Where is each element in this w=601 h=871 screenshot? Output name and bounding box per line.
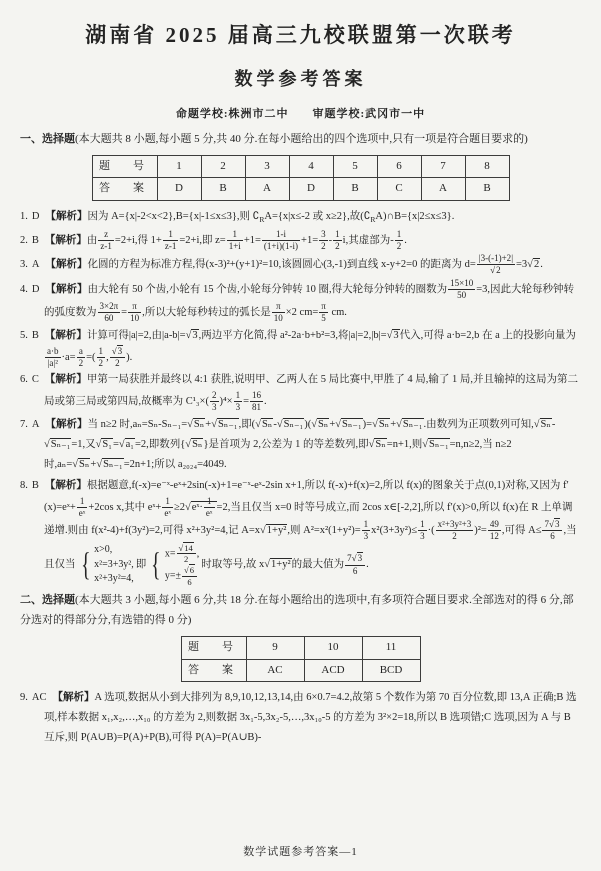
- analysis-label: 【解析】: [44, 479, 87, 491]
- solution-item-4: [20, 278, 581, 325]
- table2-answer-cell: BCD: [362, 659, 420, 682]
- item-number: 5.: [20, 329, 28, 341]
- item-number: 9.: [20, 692, 28, 704]
- analysis-label: 【解析】: [44, 374, 87, 386]
- table2-answer-label: 答 案: [181, 659, 246, 682]
- table-row: [181, 637, 420, 660]
- item-number: 3.: [20, 259, 28, 271]
- analysis-label: 【解析】: [45, 211, 88, 223]
- analysis-label: 【解析】: [44, 234, 87, 246]
- solution-text: 化圆的方程为标准方程,得(x-3)²+(y+1)²=10,该圆圆心(3,-1)到直线 x-y+2=0 的距离为 d= $\frac{|3-(-1)+2|}{√2}$ =3√2.: [87, 253, 543, 276]
- solution-item-6: [20, 370, 581, 414]
- item-answer: A: [31, 259, 40, 271]
- table2-num-cell: 10: [304, 637, 362, 660]
- item-answer: C: [31, 374, 39, 386]
- analysis-label: 【解析】: [52, 692, 95, 704]
- item-answer: AC: [31, 692, 47, 704]
- table1-answer-cell: D: [157, 178, 201, 201]
- solution-item-5: [20, 326, 581, 370]
- answer-table-1: [92, 155, 510, 201]
- analysis-label: 【解析】: [45, 259, 88, 271]
- table1-answer-cell: B: [465, 178, 509, 201]
- item-answer: B: [31, 479, 39, 491]
- item-number: 4.: [20, 283, 28, 295]
- solution-item-7: [20, 415, 581, 475]
- table2-num-cell: 11: [362, 637, 420, 660]
- table1-num-cell: 2: [201, 155, 245, 178]
- item-answer: D: [31, 283, 40, 295]
- solution-item-8: [20, 476, 581, 588]
- item-number: 2.: [20, 234, 28, 246]
- solution-text: 由大轮有 50 个齿,小轮有 15 个齿,小轮每分钟转 10 圈,得大轮每分钟转的圈数为 $\frac{15\times 10}{50}$ =3,因此大轮每秒钟转的弧度数为 $\frac{3\times 2\pi}{60}$ = $\frac{\pi}{10}$ ,所以大轮每秒转过的弧长是 $\frac{\pi}{10}$ ×2 cm= $\frac{\pi}{5}$ cm.: [44, 277, 575, 324]
- table1-num-cell: 4: [289, 155, 333, 178]
- section2-label: 二、选择题: [20, 593, 75, 606]
- table2-answer-cell: ACD: [304, 659, 362, 682]
- table1-num-cell: 8: [465, 155, 509, 178]
- page-subtitle: 数学参考答案: [234, 68, 367, 89]
- table-row: [92, 178, 509, 201]
- item-number: 7.: [20, 418, 28, 430]
- table1-answer-label: 答 案: [92, 178, 157, 201]
- item-number: 1.: [20, 211, 28, 223]
- table-row: [92, 155, 509, 178]
- solution-text: 当 n≥2 时,aₙ=Sₙ-Sₙ₋₁=√Sₙ+√Sₙ₋₁,即(√Sₙ-√Sₙ₋₁)(√Sₙ+√Sₙ₋₁)=√Sₙ+√Sₙ₋₁.由数列为正项数列可知,√Sₙ-√Sₙ₋₁=1,又√S₁=√a₁=2,即数列{√Sₙ}是首项为 2,公差为 1 的等差数列,即√Sₙ=n+1,则√Sₙ₋₁=n,n≥2,当 n≥2 时,aₙ=√Sₙ+√Sₙ₋₁=2n+1;所以 a₂₀₂₄=4049.: [44, 418, 556, 470]
- footer-page-label: 数学试题参考答案—1: [243, 846, 358, 859]
- table2-header-label: 题 号: [181, 637, 246, 660]
- table-row: [181, 659, 420, 682]
- section1-label: 一、选择题: [20, 132, 75, 145]
- item-number: 6.: [20, 374, 28, 386]
- section2-heading: [20, 590, 581, 632]
- analysis-label: 【解析】: [45, 418, 88, 430]
- table2-answer-cell: AC: [246, 659, 304, 682]
- solution-item-1: [20, 207, 581, 227]
- table1-answer-cell: B: [201, 178, 245, 201]
- item-number: 8.: [20, 479, 28, 491]
- table1-num-cell: 6: [377, 155, 421, 178]
- table1-num-cell: 3: [245, 155, 289, 178]
- solution-text: 甲第一局获胜并最终以 4:1 获胜,说明甲、乙两人在 5 局比赛中,甲胜了 4 局,输了 1 局,并且输掉的这局为第二局或第三局或第四局,故概率为 C¹₃×( $\frac{2}{3}$ )⁴× $\frac{1}{3}$ = $\frac{16}{81}$ .: [44, 374, 579, 413]
- table2-num-cell: 9: [246, 637, 304, 660]
- item-answer: A: [31, 418, 40, 430]
- section1-heading: [20, 129, 581, 150]
- table1-answer-cell: C: [377, 178, 421, 201]
- section2-desc: (本大题共 3 小题,每小题 6 分,共 18 分.在每小题给出的选项中,有多项符合题目要求.全部选对的得 6 分,部分选对的得部分分,有选错的得 0 分): [20, 593, 574, 627]
- solution-text: 计算可得|a|=2,由|a-b|=√3,两边平方化简,得 a²-2a·b+b²=3,将|a|=2,|b|=√3代入,可得 a·b=2,b 在 a 上的投影向量为 $\frac{a\cdot b}{\text{|a|²}}$ ·a= $\frac{a}{2}$ =( $\frac{1}{2}$ , $\frac{√3}{2}$ ).: [47, 329, 576, 368]
- table1-answer-cell: A: [421, 178, 465, 201]
- analysis-label: 【解析】: [44, 329, 87, 341]
- item-answer: B: [31, 329, 39, 341]
- section1-desc: (本大题共 8 小题,每小题 5 分,共 40 分.在每小题给出的四个选项中,只有一项是符合题目要求的): [75, 132, 528, 145]
- solution-item-3: [20, 253, 581, 277]
- item-answer: B: [31, 234, 39, 246]
- solution-text: 因为 A={x|-2<x<2},B={x|-1≤x≤3},则 $∁_RA=\{x|x\le-2$ 或 x≥2},故$(∁_RA)\cap B=\{x|2\le x\le 3\}$.: [87, 211, 455, 225]
- solution-item-2: [20, 229, 581, 253]
- analysis-label: 【解析】: [45, 283, 88, 295]
- table1-answer-cell: B: [333, 178, 377, 201]
- table1-header-label: 题 号: [92, 155, 157, 178]
- page-title: 湖南省 2025 届高三九校联盟第一次联考: [85, 23, 516, 47]
- table1-num-cell: 5: [333, 155, 377, 178]
- table1-answer-cell: D: [289, 178, 333, 201]
- table1-num-cell: 7: [421, 155, 465, 178]
- solution-text: A 选项,数据从小到大排列为 8,9,10,12,13,14,由 6×0.7=4.2,故第 5 个数作为第 70 百分位数,即 13,A 正确;B 选项,样本数据 x₁,x₂,…,x₁₀ 的方差为 2,则数据 3x₁-5,3x₂-5,…,3x₁₀-5 的方差为 3²×2=18,所以 B 选项错;C 选项,因为 A 与 B 互斥,则 P(A∪B)=P(A)+P(B),可得 P(A)=P(A∪B)-: [44, 692, 577, 744]
- item-answer: D: [31, 211, 40, 223]
- solution-text: 根据题意,f(-x)=e⁻ˣ-eˣ+2sin(-x)+1=e⁻ˣ-eˣ-2sin x+1,所以 f(-x)+f(x)=2,所以 f(x)的图象关于点(0,1)对称,又因为 f′(x)=eˣ+ $\frac{1}{\text{eˣ}}$ +2cos x,其中 eˣ+ $\frac{1}{\text{eˣ}}$ ≥2√eˣ· $\frac{1}{\text{eˣ}}$ =2,当且仅当 x=0 时等号成立,而 2cos x∈[-2,2],所以 f′(x)>0,所以 f(x)在 R 上单调递增.则由 f(x²-4)+f(3y²)=2,可得 x²+3y²=4,记 A=x√1+y²,则 A²=x²(1+y²)= $\frac{1}{3}$ x²(3+3y²)≤ $\frac{1}{3}$ ·( $\frac{\text{x²+3y²+3}}{2}$ )²= $\frac{49}{12}$ ,可得 A≤ $\frac{7√3}{6}$ ,当且仅当 { x>0, x²=3+3y², x²+3y²=4, 即 { x= $\frac{√14}{2}$ , y=± $\frac{√6}{6}$ 时取等号,故 x√1+y²的最大值为 $\frac{7√3}{6}$ .: [44, 479, 577, 587]
- answer-table-2: [181, 636, 421, 682]
- schools-line: 命题学校:株洲市二中 审题学校:武冈市一中: [175, 108, 426, 121]
- solution-item-9: [20, 688, 581, 748]
- solution-text: 由 $\frac{z}{z-1}$ =2+i,得 1+ $\frac{1}{z-1}$ =2+i,即 z= $\frac{1}{1+i}$ +1= $\frac{1-i}{(1+i)(1-i)}$ +1= $\frac{3}{2}$ - $\frac{1}{2}$ i,其虚部为- $\frac{1}{2}$ .: [86, 228, 407, 251]
- table1-num-cell: 1: [157, 155, 201, 178]
- table1-answer-cell: A: [245, 178, 289, 201]
